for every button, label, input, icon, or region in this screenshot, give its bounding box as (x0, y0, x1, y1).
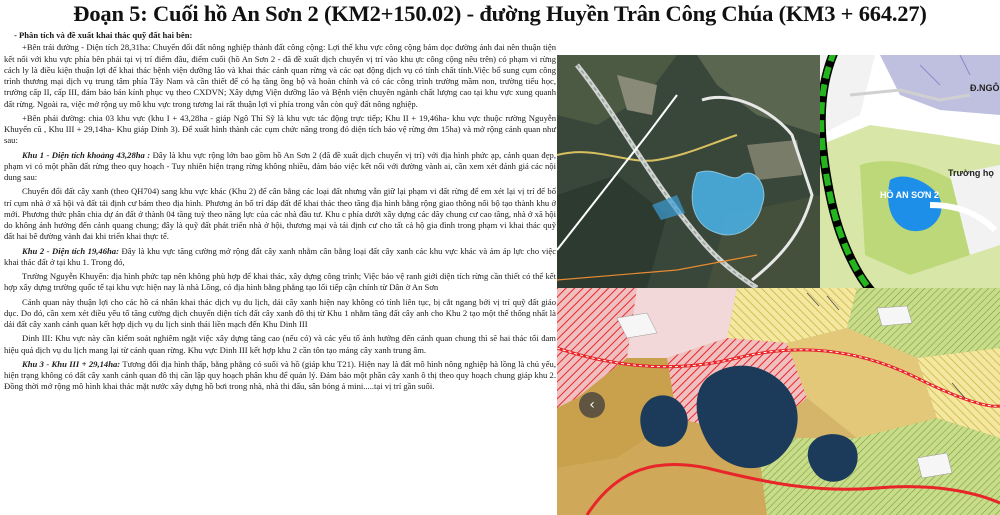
planning-map (820, 55, 1000, 288)
paragraph-left-side: +Bên trái đường - Diện tích 28,31ha: Chuyển đổi đất nông nghiệp thành đất công cộng: Lợi thế khu vực công cộng bám dọc đường ảnh đai nên thuận tiện kết nối với khu vực phía bên phải tại vị trí điểm đầu, điểm cuối (hồ An Sơn 2 - đã đề xuất dịch chuyển vị trí vào khu ực công cộng nêu trên) có phạm vi rừng cách ly là điều kiện thuận lợi để khai thác bệnh viện dưỡng lão và khai thác cảnh quan rừng và các oạt động dịch vụ có tính chất tỉnh.Việc bổ sung cụm công trình thương mại dịch vụ trung tâm phía Tây Nam và cần thiết để có hạ tầng ồng bộ và hoàn chỉnh và có các công trình trường mầm non, trường tiểu học, trường cấp II, cấp III, đảm bảo bán kính phục vụ theo CXDVN; Xây dựng Viện dưỡng lão và Bệnh viện chuyên ngành chất lượng cao tại khu vực xung quanh đất rừng. Ngoài ra, việc mở rộng uy mô khu vực trong tương lai rất thuận lợi vì phía trong vẫn còn quỹ đất nông nghiệp. (4, 42, 556, 109)
satellite-map (557, 55, 820, 288)
paragraph-right-side: +Bên phải đường: chia 03 khu vực (khu I + 43,28ha - giáp Ngô Thì Sỹ là khu vực tác động trực tiếp; Khu II + 19,46ha- khu vực thuộc rường Nguyễn Khuyến cũ , Khu III + 29,14ha- Khu giáp Dinh 3). Để xuất hình thành các cụm chức năng trong đó diện tích bảo vệ rừng ớm 15ha) và mở rộng cảnh quan như sau: (4, 112, 556, 146)
zone-2-text: Đây là khu vực tăng cường mở rộng đất cây xanh nhằm cân bằng loại đất cây xanh các khu vực khác và ảm áp lực cho việc khai thác đất ở tại khu 1. Trong đó, (4, 245, 557, 267)
zone-1-text: Đây là khu vực rộng lớn bao gồm hồ An Sơn 2 (đã đề xuất dịch chuyển vị trí) với địa hình phức ạp, cảnh quan đẹp, phạm vi có một phần đất rừng theo quy hoạch - Tuy nhiên hiện trạng rừng không nhiều, đảm bảo việc kết nối với đường vành ai, cần xem xét đánh giá các nội dung sau: (4, 149, 556, 182)
map-label-road: Đ.NGÔ (970, 83, 1000, 93)
zone-3-label: Khu 3 - Khu III + 29,14ha: (22, 358, 121, 369)
zone-3-text: Tương đối địa hình thấp, bằng phẳng có suối và hồ (giáp khu T21). Hiện nay là đất mô hình nông nghiệp hà lồng là chủ yếu, hiện trạng không có đất cây xanh cảnh quan đô thị cần lập quy hoạch phân khu để quản lý. Đảm bảo một phần cây xanh ô thị theo quy hoạch chung giáp khu 2. Đồng thời mở rộng mô hình khai thác mặt nước xây dựng hồ bơi trong nhà, nhà thi đấu, sân bóng á mini.....tại vị trí gần suối. (4, 358, 556, 392)
paragraph-school: Trường Nguyễn Khuyến: địa hình phức tạp nên không phù hợp để khai thác, xây dựng công trình; Việc bảo vệ ranh giới diện tích rừng cần thiết có thể kết hợp xây dựng trường quốc tế tại khu vực hiện nay là nhà Lồng, có địa hình bằng phẳng tạo lối tiếp cận chính từ Dân ờ An Sơn (4, 271, 556, 293)
paragraph-landscape: Cảnh quan này thuận lợi cho các hồ cá nhân khai thác dịch vụ du lịch, dải cây xanh hiện nay không có tính liên tục, bị cắt ngang bởi vị trí quỹ đất giáo dục. Do đó, cần xem xét điều yếu tố tăng cường dịch chuyển diện tích đất cây xanh đô thị từ Khu 1 nhằm tăng đất cây anh cho Khu 2 tạo một thế thống nhất là dải đất cây xanh cảnh quan kết hợp dịch vụ du lịch sinh thái liền mạch đến Khu Dinh III (4, 296, 556, 329)
zone-1-label: Khu 1 - Diện tích khoảng 43,28ha : (22, 149, 151, 160)
paragraph-zone-1-detail: Chuyển đổi đất cây xanh (theo QH704) sang khu vực khác (Khu 2) để cân bằng các loại đất nhưng vẫn giữ lại phạm vi đất rừng để em xét lại vị trí để bố trí cụm nhà ở xã hội và đất tái định cư bám theo địa hình. Phương án bố trí đáp đất để khai thác theo tầng địa hình bằng rộng giao thông nối bộ tạo thành khu ở mới. Phương thức phân chia dự án đất ở thành 04 tầng tuỳ theo năng lực của các nhà đầu tư. Khu c phía dưới xây dựng các dãy chung cư cao tầng, nhà ở xã hội do không ảnh hưởng đến cảnh quang chung; đây là quỹ đất phát triển nhà ở hội, thương mại và tái định cư cho tất cả hộ gia đình trong phạm vi khai thác quỹ đất hai bê đường vành đai khi triển khai thực tế. (4, 186, 556, 242)
map-label-school: Trường họ (948, 168, 994, 178)
paragraph-zone-2 (4, 246, 556, 269)
section-heading: - Phân tích và đề xuất khai thác quỹ đất hai bên: (14, 30, 193, 40)
paragraph-zone-1 (4, 150, 556, 184)
page-title: Đoạn 5: Cuối hồ An Sơn 2 (KM2+150.02) - đường Huyền Trân Công Chúa (KM3 + 664.27) (73, 1, 927, 26)
paragraph-zone-3 (4, 359, 556, 393)
paragraph-dinh-3: Dinh III: Khu vực này cần kiểm soát nghiêm ngặt việc xây dựng tăng cao (nếu có) và các yếu tố ảnh hưởng đến cảnh quan chung thì sẽ hai thác tối đam hiệu quả dịch vụ du lịch mang lại từ cảnh quan rừng. Khu vực Dinh III kết hợp khu 2 cần tôn tạo mảng cây xanh trung âm. (4, 333, 556, 355)
map-label-lake: HỒ AN SƠN 2 (880, 190, 939, 200)
text-column (0, 30, 558, 515)
zoning-map (557, 288, 1000, 515)
zone-2-label: Khu 2 - Diện tích 19,46ha: (22, 245, 119, 256)
chevron-left-icon[interactable]: ‹ (579, 392, 605, 418)
